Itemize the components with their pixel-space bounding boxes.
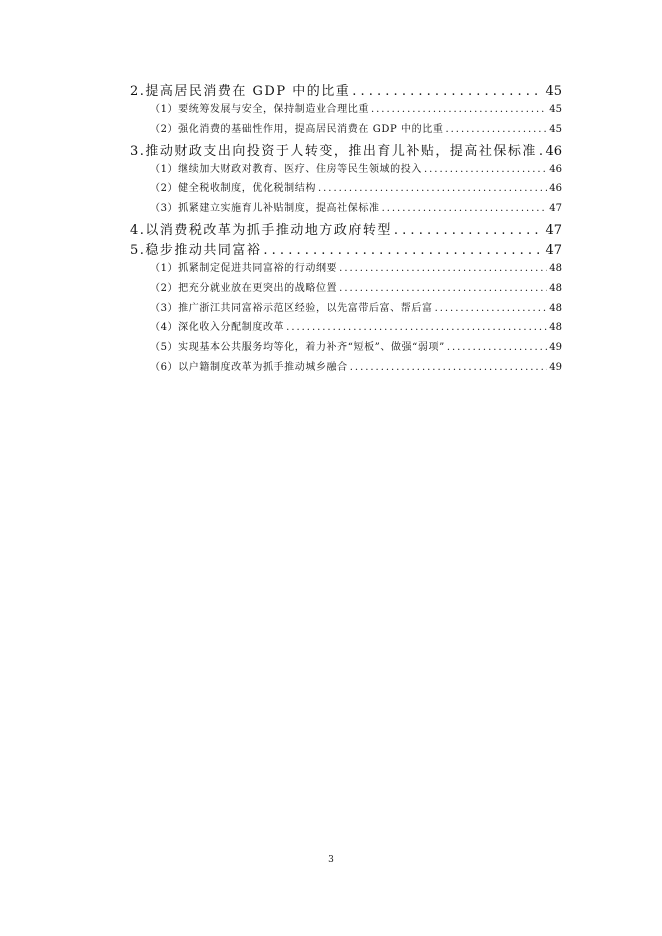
toc-dot-leader — [447, 342, 547, 353]
toc-entry-page: 46 — [545, 143, 562, 159]
toc-entry-page: 47 — [545, 242, 562, 258]
toc-entry-title: （4）深化收入分配制度改革 — [150, 322, 285, 334]
toc-entry-title: 5.稳步推动共同富裕 — [130, 242, 262, 258]
toc-entry-title: （5）实现基本公共服务均等化，着力补齐“短板”、做强“弱项” — [150, 342, 445, 354]
toc-subentry[interactable] — [130, 279, 562, 299]
toc-dot-leader — [394, 223, 544, 238]
toc-subentry[interactable] — [130, 179, 562, 199]
toc-subentry[interactable] — [130, 199, 562, 219]
table-of-contents — [130, 80, 562, 378]
toc-entry-page: 48 — [549, 302, 562, 314]
toc-entry-title: （1）继续加大财政对教育、医疗、住房等民生领域的投入 — [150, 163, 422, 175]
toc-entry-title: （2）把充分就业放在更突出的战略位置 — [150, 282, 338, 294]
toc-entry-title: （6）以户籍制度改革为抓手推动城乡融合 — [150, 361, 348, 373]
toc-entry-title: （3）推广浙江共同富裕示范区经验，以先富带后富、帮后富 — [150, 302, 433, 314]
toc-subentry[interactable] — [130, 338, 562, 358]
toc-dot-leader — [339, 283, 547, 294]
toc-entry-title: （3）抓紧建立实施育儿补贴制度，提高社保标准 — [150, 203, 380, 215]
toc-dot-leader — [539, 144, 544, 159]
toc-entry-page: 46 — [549, 183, 562, 195]
toc-subentry[interactable] — [130, 120, 562, 140]
toc-entry-title: （2）强化消费的基础性作用，提高居民消费在 GDP 中的比重 — [150, 123, 444, 135]
toc-entry[interactable] — [130, 80, 562, 100]
toc-entry-title: （1）要统筹发展与安全，保持制造业合理比重 — [150, 104, 369, 115]
toc-entry[interactable] — [130, 239, 562, 259]
toc-dot-leader — [424, 164, 547, 175]
toc-dot-leader — [371, 104, 547, 115]
toc-entry-page: 46 — [549, 163, 562, 175]
toc-subentry[interactable] — [130, 299, 562, 319]
toc-entry-title: 2.提高居民消费在 GDP 中的比重 — [130, 84, 351, 99]
toc-entry-page: 47 — [545, 222, 562, 238]
toc-subentry[interactable] — [130, 358, 562, 378]
toc-dot-leader — [318, 183, 547, 194]
toc-entry-page: 49 — [549, 361, 562, 373]
toc-subentry[interactable] — [130, 160, 562, 180]
toc-entry-title: （2）健全税收制度，优化税制结构 — [150, 183, 316, 195]
toc-dot-leader — [286, 322, 547, 333]
toc-entry-page: 49 — [549, 342, 562, 354]
toc-dot-leader — [382, 203, 548, 214]
toc-entry-page: 48 — [549, 282, 562, 294]
toc-entry[interactable] — [130, 140, 562, 160]
page-number: 3 — [328, 855, 334, 865]
toc-entry-page: 45 — [549, 123, 562, 135]
toc-dot-leader — [435, 303, 548, 314]
toc-dot-leader — [350, 362, 548, 373]
toc-entry-page: 48 — [549, 262, 562, 274]
toc-entry[interactable] — [130, 219, 562, 239]
toc-subentry[interactable] — [130, 318, 562, 338]
toc-dot-leader — [339, 263, 547, 274]
toc-dot-leader — [445, 124, 547, 135]
toc-subentry[interactable] — [130, 259, 562, 279]
toc-entry-title: （1）抓紧制定促进共同富裕的行动纲要 — [150, 262, 338, 274]
toc-subentry[interactable] — [130, 100, 562, 120]
toc-entry-page: 48 — [549, 322, 562, 334]
toc-dot-leader — [263, 243, 543, 258]
toc-entry-page: 45 — [549, 104, 562, 115]
toc-entry-page: 45 — [545, 84, 562, 99]
toc-dot-leader — [352, 84, 543, 99]
toc-entry-title: 4.以消费税改革为抓手推动地方政府转型 — [130, 222, 392, 238]
toc-entry-page: 47 — [549, 203, 562, 215]
toc-entry-title: 3.推动财政支出向投资于人转变，推出育儿补贴，提高社保标准 — [130, 143, 537, 159]
